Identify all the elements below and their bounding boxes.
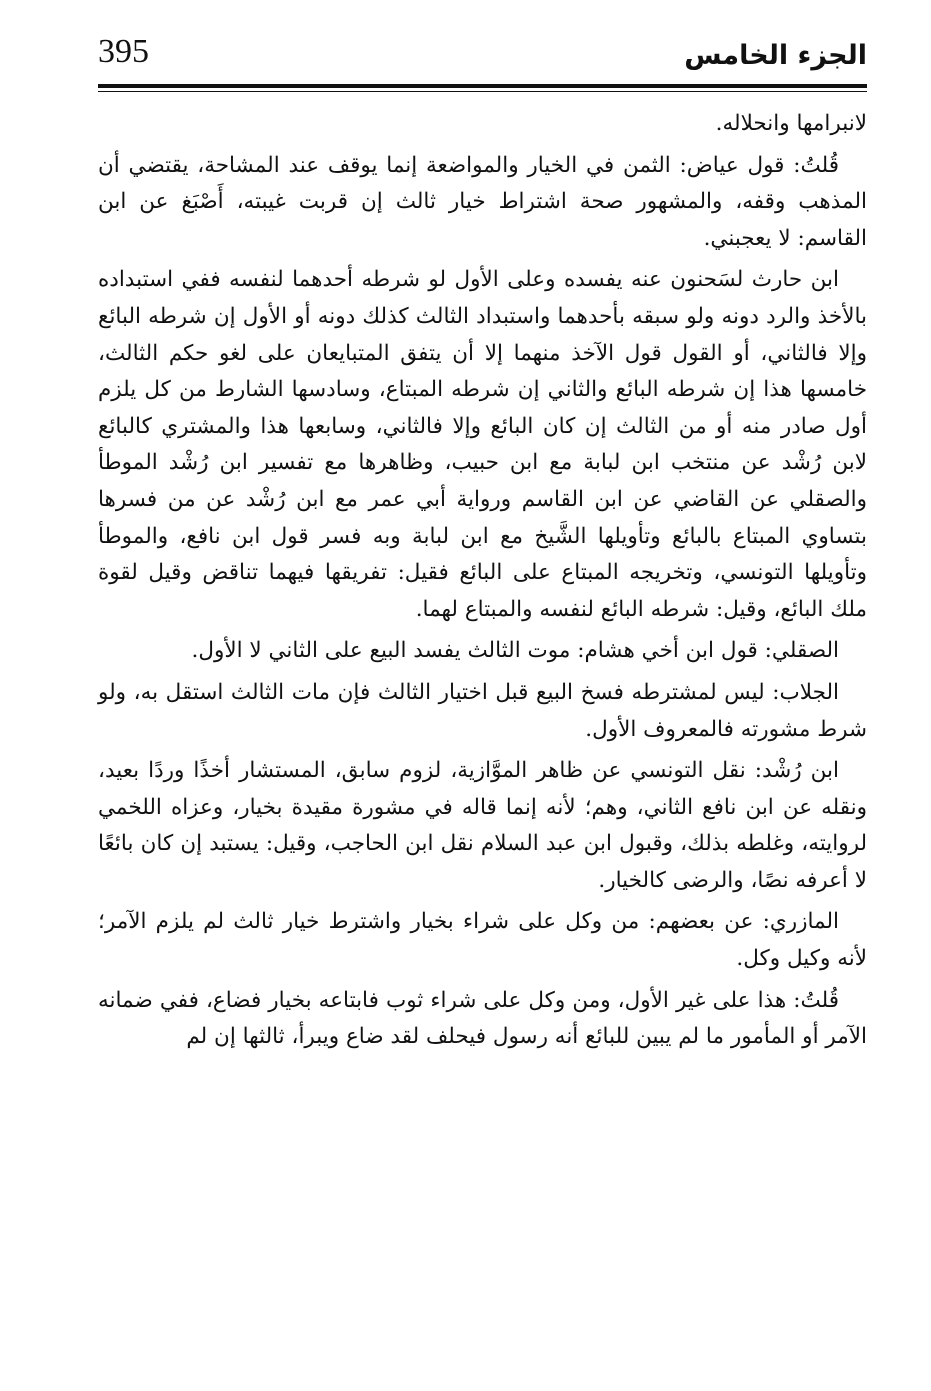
header-rule-thin: [98, 91, 867, 92]
header-rule-thick: [98, 84, 867, 88]
running-title: الجزء الخامس: [684, 40, 867, 71]
paragraph: ابن حارث لسَحنون عنه يفسده وعلى الأول لو شرطه أحدهما لنفسه ففي استبداده بالأخذ والرد دونه ولو سبقه بأحدهما واستبداد الثالث كذلك دونه أو الأول إن شرطه البائع وإلا فالثاني، أو القول قول الآخذ منهما إلا أن يتفق المتبايعان على لغو حكم الثالث، خامسها هذا إن شرطه البائع والثاني إن شرطه المبتاع، وسادسها الشارط من كل يلزم أول صادر منه أو من الثالث إن كان البائع وإلا فالثاني، وسابعها هذا والمشتري كالبائع لابن رُشْد عن منتخب ابن لبابة مع ابن حبيب، وظاهرها مع تفسير ابن رُشْد الموطأ والصقلي عن القاضي عن ابن القاسم ورواية أبي عمر مع ابن رُشْد عن من فسرها بتساوي المبتاع بالبائع وتأويلها الشَّيخ مع ابن لبابة وبه فسر قول ابن نافع، والموطأ وتأويلها التونسي، وتخريجه المبتاع على البائع فقيل: تفريقها فيهما تناقض وقيل لقوة ملك البائع، وقيل: شرطه البائع لنفسه والمبتاع لهما.: [98, 267, 867, 622]
paragraph: لانبرامها وانحلاله.: [715, 111, 867, 136]
paragraph: قُلتُ: هذا على غير الأول، ومن وكل على شراء ثوب فابتاعه بخيار فضاع، ففي ضمانه الآمر أو المأمور ما لم يبين للبائع أنه رسول فيحلف لقد ضاع ويبرأ، ثالثها إن لم: [98, 987, 867, 1050]
paragraph: قُلتُ: قول عياض: الثمن في الخيار والمواضعة إنما يوقف عند المشاحة، يقتضي أن المذهب وقفه، والمشهور صحة اشتراط خيار ثالث إن قربت غيبته، أَصْبَغ عن ابن القاسم: لا يعجبني.: [98, 152, 867, 251]
page-header: [98, 28, 867, 82]
paragraph: المازري: عن بعضهم: من وكل على شراء بخيار واشترط خيار ثالث لم يلزم الآمر؛ لأنه وكيل وكل.: [98, 909, 867, 972]
paragraph: الجلاب: ليس لمشترطه فسخ البيع قبل اختيار الثالث فإن مات الثالث استقل به، ولو شرط مشورته فالمعروف الأول.: [98, 679, 867, 742]
body-text: [98, 106, 867, 1061]
page-number: 395: [98, 33, 149, 70]
paragraph: ابن رُشْد: نقل التونسي عن ظاهر الموَّازية، لزوم سابق، المستشار أخذًا وردًا بعيد، ونقله عن ابن نافع الثاني، وهم؛ لأنه إنما قاله في مشورة مقيدة بخيار، وعزاه اللخمي لروايته، وغلطه بذلك، وقبول ابن عبد السلام نقل ابن الحاجب، وقيل: يستبد إن كان بائعًا لا أعرفه نصًا، والرضى كالخيار.: [98, 758, 867, 893]
paragraph: الصقلي: قول ابن أخي هشام: موت الثالث يفسد البيع على الثاني لا الأول.: [191, 638, 839, 664]
